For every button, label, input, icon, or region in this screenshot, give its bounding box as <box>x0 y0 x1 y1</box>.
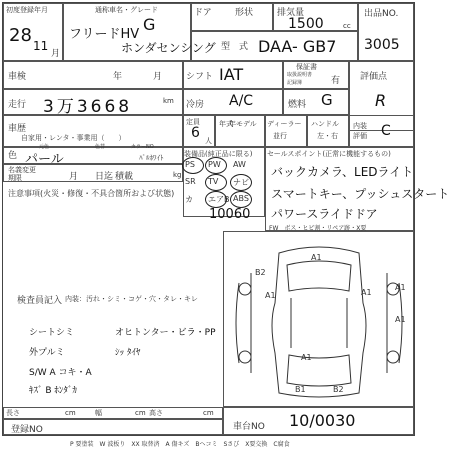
dealer-sub: 並行 <box>273 132 287 140</box>
name-change-sub: 期限 <box>8 174 22 182</box>
size-box <box>3 407 223 419</box>
grade: G <box>143 15 156 34</box>
loading-unit: kg <box>173 171 182 179</box>
remark-line-6: ｷｽﾞ B ﾎﾝﾀﾞｶ <box>29 386 77 396</box>
remark-line-1: シートシミ <box>29 328 75 338</box>
month-unit: 月 <box>51 49 61 59</box>
damage-marker-9: B2 <box>333 385 344 394</box>
mileage-label: 走行 <box>8 100 27 110</box>
selling-point-2: スマートキー、プッシュスタート <box>271 187 449 201</box>
equipment-item-4: TV <box>208 177 219 186</box>
equipment-circle-4 <box>205 174 227 191</box>
inspector-remarks-label: 検査員記入 <box>17 296 63 306</box>
door-label: ドア <box>194 8 212 18</box>
fuel-value: G <box>321 91 333 109</box>
shift-value: IAT <box>219 65 244 84</box>
selling-point-1: バックカメラ、LEDライト <box>271 165 414 179</box>
first-registration-month: 11 <box>33 39 49 53</box>
equipment-item-5: ナビ <box>233 178 249 187</box>
car-diagram <box>229 243 409 401</box>
selling-point-3: パワースライドドア <box>271 207 378 221</box>
damage-marker-2: A1 <box>311 253 322 262</box>
first-registration-year: 28 <box>9 25 32 46</box>
model-year-sub: 年モデル <box>229 120 257 128</box>
car-name: フリードHV <box>69 27 140 42</box>
shaken-label: 車検 <box>8 72 27 82</box>
name-change-month: 月 <box>69 172 79 182</box>
ac-label: 冷房 <box>186 100 205 110</box>
color-number-label: カラーNO <box>131 144 154 150</box>
model-year-label: 年式 <box>219 120 233 128</box>
damage-legend-top: FW ボス・ヒビ割・リペア跡・X要 <box>269 225 367 232</box>
mileage-unit: km <box>163 97 174 105</box>
shift-label: シフト <box>186 72 214 82</box>
damage-marker-4: A1 <box>361 288 372 297</box>
interior-label: 内装 <box>353 122 367 130</box>
equipment-circle-1 <box>205 157 227 174</box>
chassis-number-value: 10/0030 <box>289 411 356 430</box>
name-change-label: 名義変更 <box>8 166 36 174</box>
listing-label: 出品NO. <box>364 9 399 19</box>
loading-label: 積載 <box>115 172 134 182</box>
capacity-value: 6 <box>191 125 200 141</box>
color-value: パール <box>25 152 64 167</box>
remark-line-2: オヒトンター・ビラ・PP <box>115 328 216 338</box>
height-unit: cm <box>203 409 214 417</box>
damage-marker-7: A1 <box>301 353 312 362</box>
name-grade-label: 通称車名・グレード <box>95 6 158 14</box>
width-label: 幅 <box>95 409 102 417</box>
fuel-label: 燃料 <box>288 100 307 110</box>
remark-line-5: S/W A コキ・A <box>29 368 92 378</box>
equipment-item-7: エアB <box>208 195 230 204</box>
color-change-label: 色替 <box>95 144 106 150</box>
handle-sub: 左・右 <box>317 132 338 140</box>
history-sub: 自家用・レンタ・事業用（ ） <box>21 134 126 142</box>
notes-label: 注意事項(火災・修復・不具合箇所および状態) <box>8 189 175 198</box>
damage-marker-6: A1 <box>395 315 406 324</box>
equipment-circle-7 <box>205 191 227 208</box>
length-unit: cm <box>65 409 76 417</box>
inspector-remarks-options: 内装：汚れ・シミ・コゲ・穴・タレ・キレ <box>65 295 198 303</box>
capacity-label: 定員 <box>186 118 200 126</box>
listing-number: 3005 <box>364 37 400 53</box>
first-registration-label: 初度登録年月 <box>6 6 48 14</box>
warranty-sub2: 記録簿 <box>287 80 303 86</box>
shape-label: 形状 <box>235 8 254 18</box>
remark-line-3: 外プルミ <box>29 348 65 358</box>
name-change-day: 日迄 <box>95 172 114 182</box>
equipment-item-6: カ <box>185 195 193 204</box>
color-label: 色 <box>8 151 18 161</box>
ac-value: A/C <box>229 93 254 109</box>
equipment-item-1: PW <box>208 160 221 169</box>
damage-marker-8: B1 <box>295 385 306 394</box>
damage-marker-1: B2 <box>255 268 266 277</box>
width-unit: cm <box>135 409 146 417</box>
equipment-circle-0 <box>182 157 204 174</box>
handle-label: ハンドル <box>311 120 339 128</box>
capacity-unit: 人 <box>205 137 212 145</box>
original-color-label: 元色 <box>39 144 50 150</box>
interior-sub: 評価 <box>353 132 367 140</box>
damage-marker-3: A1 <box>265 291 276 300</box>
selling-points-label: セールスポイント(正常に機能するもの) <box>267 150 391 158</box>
registration-number-label: 登録NO <box>11 425 43 435</box>
equipment-code: 10060 <box>209 207 251 222</box>
displacement-label: 排気量 <box>277 8 305 18</box>
damage-marker-5: A1 <box>395 283 406 292</box>
equipment-item-3: SR <box>185 177 196 186</box>
equipment-item-2: AW <box>233 160 246 169</box>
model-code: DAA- GB7 <box>258 37 337 56</box>
remark-line-4: ｼｯ ﾀｲﾔ <box>115 348 141 358</box>
cc-unit: cc <box>343 22 351 30</box>
equipment-item-0: PS <box>185 160 195 169</box>
warranty-value: 有 <box>331 76 341 86</box>
equipment-circle-5 <box>230 174 252 191</box>
equipment-item-8: ABS <box>233 194 249 203</box>
grade-detail: ホンダセンシング <box>121 41 216 55</box>
shaken-month-unit: 月 <box>153 72 163 82</box>
length-label: 長さ <box>6 409 20 417</box>
auction-sheet <box>2 2 449 436</box>
damage-legend: P 要塗装 W 波板り XX 取替済 A 傷キズ Bヘコミ Sさび X要交換 C腐食 <box>70 441 290 448</box>
shaken-year-unit: 年 <box>113 72 123 82</box>
chassis-number-label: 車台NO <box>233 422 265 432</box>
equipment-circle-8 <box>230 191 252 208</box>
warranty-label: 保証書 <box>296 63 317 71</box>
color-code: ﾊﾟﾙﾎﾜｲﾄ <box>139 154 164 162</box>
equipment-label: 装備品(純正品に限る) <box>184 150 253 158</box>
height-label: 高さ <box>149 409 163 417</box>
mileage-value: 3万3668 <box>43 97 133 117</box>
dealer-label: ディーラー <box>267 120 302 128</box>
rating-value: R <box>375 91 387 110</box>
interior-rating: C <box>381 123 391 139</box>
history-label: 車歴 <box>8 124 27 134</box>
warranty-sub: 取扱説明書 <box>287 72 313 78</box>
model-label: 型 式 <box>221 42 249 52</box>
rating-label: 評価点 <box>360 72 388 82</box>
displacement-value: 1500 <box>288 16 324 32</box>
